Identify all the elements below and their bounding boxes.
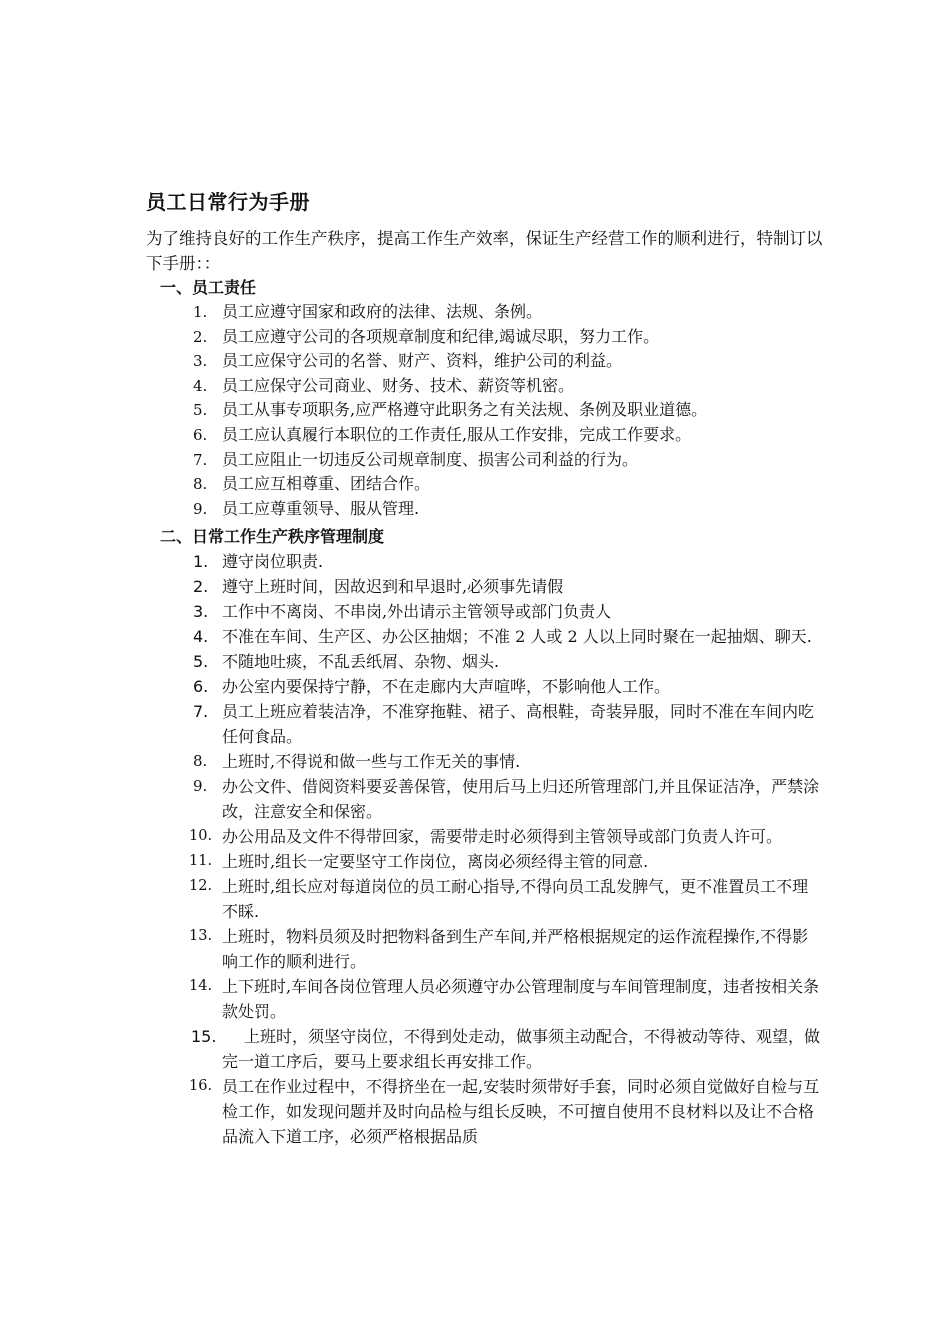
item-text: 上班时，物料员须及时把物料备到生产车间,并严格根据规定的运作流程操作,不得影响工作的顺利进行。 (222, 927, 809, 971)
item-text: 员工应遵守国家和政府的法律、法规、条例。 (222, 302, 543, 321)
item-number: 8. (193, 475, 208, 494)
item-text: 员工应互相尊重、团结合作。 (222, 474, 431, 494)
list-item (0, 674, 820, 699)
item-text: 员工应保守公司商业、财务、技术、薪资等机密。 (222, 375, 575, 395)
item-number: 6. (193, 677, 209, 696)
item-text: 上下班时,车间各岗位管理人员必须遵守办公管理制度与车间管理制度，违者按相关条款处罚。 (222, 977, 820, 1021)
list-item (0, 599, 820, 624)
list-item (0, 300, 820, 325)
item-number: 11. (189, 853, 213, 869)
item-text: 办公室内要保持宁静，不在走廊内大声喧哗，不影响他人工作。 (222, 677, 671, 696)
item-text: 员工应遵守公司的各项规章制度和纪律,竭诚尽职，努力工作。 (222, 326, 660, 346)
item-number: 5. (193, 652, 209, 671)
list-item (0, 824, 820, 849)
intro-paragraph: 为了维持良好的工作生产秩序，提高工作生产效率，保证生产经营工作的顺利进行，特制订以下手册：： (146, 229, 823, 273)
item-number: 13. (189, 928, 213, 944)
item-text: 上班时,不得说和做一些与工作无关的事情. (222, 752, 521, 771)
list-item (0, 374, 820, 399)
item-number: 5. (193, 401, 208, 420)
item-number: 6. (193, 425, 208, 444)
item-text: 员工上班应着装洁净，不准穿拖鞋、裙子、高根鞋，奇装异服，同时不准在车间内吃任何食品。 (222, 702, 815, 746)
item-number: 3. (193, 352, 208, 371)
item-number: 12. (189, 878, 213, 894)
list-item (0, 423, 820, 448)
item-number: 1. (193, 552, 209, 571)
list-item (0, 472, 820, 497)
list-item (0, 649, 820, 674)
list-item (0, 974, 820, 1024)
list-item (0, 549, 820, 574)
list-item (0, 849, 820, 874)
list-item (0, 749, 820, 774)
work-order-rules-list (0, 549, 950, 1149)
list-item (0, 448, 820, 473)
list-item (0, 398, 820, 423)
item-number: 7. (193, 450, 208, 469)
item-number: 3. (193, 602, 209, 621)
item-text: 员工应认真履行本职位的工作责任,服从工作安排，完成工作要求。 (222, 424, 692, 444)
responsibilities-list (0, 300, 950, 521)
item-number: 2. (193, 327, 208, 346)
item-number: 14. (189, 978, 213, 994)
list-item (0, 325, 820, 350)
item-text: 员工应保守公司的名誉、财产、资料，维护公司的利益。 (222, 351, 623, 371)
item-number: 16. (189, 1078, 213, 1094)
list-item (0, 624, 820, 649)
page-title: 员工日常行为手册 (146, 190, 310, 214)
item-text: 工作中不离岗、不串岗,外出请示主管领导或部门负责人 (222, 602, 612, 621)
item-text: 办公用品及文件不得带回家，需要带走时必须得到主管领导或部门负责人许可。 (222, 827, 783, 846)
item-text: 上班时,组长应对每道岗位的员工耐心指导,不得向员工乱发脾气，更不准置员工不理不睬. (222, 877, 809, 921)
item-number: 8. (193, 752, 208, 770)
list-item (0, 574, 820, 599)
list-item (0, 1074, 820, 1149)
item-text: 不准在车间、生产区、办公区抽烟；不准 2 人或 2 人以上同时聚在一起抽烟、聊天. (222, 627, 812, 646)
item-text: 员工应阻止一切违反公司规章制度、损害公司利益的行为。 (222, 449, 639, 469)
item-number: 4. (193, 376, 208, 395)
list-item (0, 1024, 820, 1074)
item-text: 上班时，须坚守岗位，不得到处走动，做事须主动配合，不得被动等待、观望，做完一道工序后，要马上要求组长再安排工作。 (222, 1027, 821, 1071)
item-text: 上班时,组长一定要坚守工作岗位，离岗必须经得主管的同意. (222, 852, 649, 871)
section-heading-responsibilities: 一、员工责任 (160, 278, 257, 297)
item-text: 不随地吐痰，不乱丢纸屑、杂物、烟头. (222, 652, 500, 671)
item-number: 9. (193, 777, 208, 795)
section-heading-work-order-rules: 二、日常工作生产秩序管理制度 (160, 527, 385, 546)
item-number: 10. (189, 828, 213, 844)
item-text: 员工应尊重领导、服从管理. (222, 498, 420, 518)
item-text: 员工在作业过程中，不得挤坐在一起,安装时须带好手套，同时必须自觉做好自检与互检工作，如发现问题并及时向品检与组长反映，不可擅自使用不良材料以及让不合格品流入下道工序，必须严格根据品质 (222, 1077, 820, 1146)
list-item (0, 874, 820, 924)
item-number: 15. (191, 1027, 217, 1046)
item-text: 员工从事专项职务,应严格遵守此职务之有关法规、条例及职业道德。 (222, 400, 708, 420)
item-text: 办公文件、借阅资料要妥善保管，使用后马上归还所管理部门,并且保证洁净，严禁涂改，注意安全和保密。 (222, 777, 820, 821)
item-number: 7. (193, 702, 209, 721)
item-text: 遵守上班时间，因故迟到和早退时,必须事先请假 (222, 577, 564, 596)
item-number: 2. (193, 577, 209, 596)
item-number: 1. (193, 303, 208, 321)
list-item (0, 924, 820, 974)
list-item (0, 699, 820, 749)
list-item (0, 774, 820, 824)
item-text: 遵守岗位职责. (222, 552, 324, 571)
item-number: 9. (193, 499, 208, 518)
item-number: 4. (193, 627, 209, 646)
list-item (0, 349, 820, 374)
list-item (0, 497, 820, 522)
